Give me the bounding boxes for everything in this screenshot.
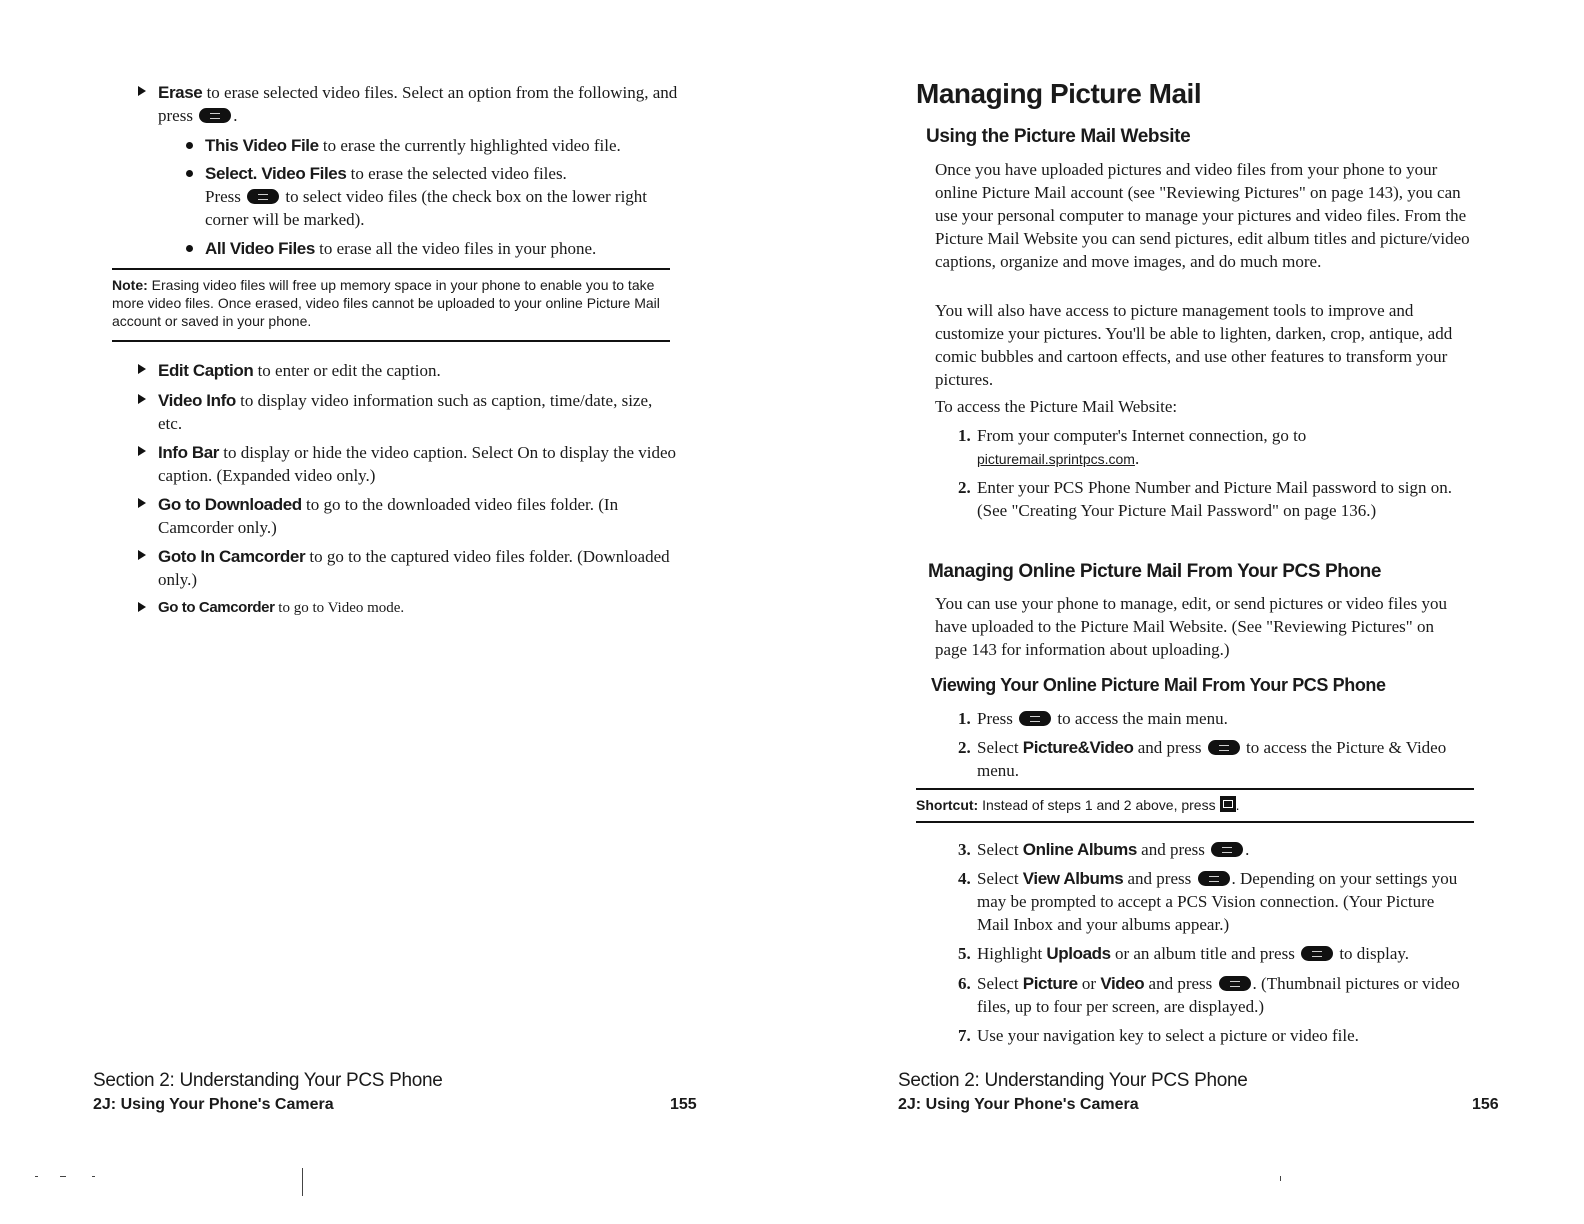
online-paragraph: You can use your phone to manage, edit, or send pictures or video files you have uploaded to the Picture Mail Website. (See "Reviewing Pictures" on page 143 for information about uploading.) <box>935 594 1447 659</box>
scan-mark <box>302 1168 303 1196</box>
bullet-arrow-icon <box>138 446 146 456</box>
website-paragraph-3: To access the Picture Mail Website: <box>935 397 1178 416</box>
bullet-dot-icon <box>186 142 193 149</box>
note-box: Note: Erasing video files will free up memory space in your phone to enable you to take more video files. Once erased, video files cannot be uploaded to your online Picture Mail account or saved in your phone. <box>112 277 660 329</box>
scan-mark <box>35 1176 38 1177</box>
option-edit-caption: Edit Caption to enter or edit the caption. <box>138 359 678 382</box>
menu-ok-key-icon <box>1211 842 1243 857</box>
viewing-step-2: 2. Select Picture&Video and press to access the Picture & Video menu. <box>958 738 1447 780</box>
menu-ok-key-icon <box>1208 740 1240 755</box>
heading-using-website: Using the Picture Mail Website <box>926 126 1191 147</box>
bullet-arrow-icon <box>138 550 146 560</box>
bullet-arrow-icon <box>138 364 146 374</box>
viewing-step-5: 5. Highlight Uploads or an album title and press to display. <box>958 944 1410 963</box>
picture-mail-link[interactable]: picturemail.sprintpcs.com <box>977 451 1135 467</box>
menu-ok-key-icon <box>1301 946 1333 961</box>
option-go-to-downloaded: Go to Downloaded to go to the downloaded video files folder. (In Camcorder only.) <box>138 493 678 539</box>
viewing-step-1: 1. Press to access the main menu. <box>958 709 1228 728</box>
page-number: 156 <box>1472 1096 1499 1113</box>
viewing-step-4: 4. Select View Albums and press . Depending on your settings you may be prompted to accept a PCS Vision connection. (Your Picture Mail Inbox and your albums appear.) <box>958 869 1458 934</box>
website-step-1: 1. From your computer's Internet connection, go to picturemail.sprintpcs.com. <box>958 426 1307 468</box>
scan-mark <box>92 1176 95 1177</box>
bullet-arrow-icon <box>138 86 146 96</box>
page-title: Managing Picture Mail <box>916 78 1202 109</box>
erase-suboption-select: Select. Video Files to erase the selected video files. Press to select video files (the check box on the lower right corner will be marked). <box>186 162 676 231</box>
option-go-to-camcorder: Go to Camcorder to go to Video mode. <box>138 598 678 618</box>
bullet-arrow-icon <box>138 602 146 612</box>
website-paragraph-2: You will also have access to picture management tools to improve and customize your pictures. You'll be able to lighten, darken, crop, antique, add comic bubbles and cartoon effects, and use other features to transform your pictures. <box>935 301 1453 389</box>
footer-section: Section 2: Understanding Your PCS Phone <box>898 1070 1248 1091</box>
erase-suboption-all: All Video Files to erase all the video files in your phone. <box>186 237 676 260</box>
menu-ok-key-icon <box>1219 976 1251 991</box>
menu-ok-key-icon <box>199 108 231 123</box>
menu-ok-key-icon <box>1019 711 1051 726</box>
website-step-2: 2. Enter your PCS Phone Number and Picture Mail password to sign on. (See "Creating Your Picture Mail Password" on page 136.) <box>958 478 1453 520</box>
note-top-rule <box>112 268 670 270</box>
option-video-info: Video Info to display video information such as caption, time/date, size, etc. <box>138 389 678 435</box>
heading-managing-online: Managing Online Picture Mail From Your PCS Phone <box>928 561 1382 582</box>
bullet-dot-icon <box>186 170 193 177</box>
viewing-step-6: 6. Select Picture or Video and press . (Thumbnail pictures or video files, up to four per screen, are displayed.) <box>958 974 1460 1016</box>
shortcut-top-rule <box>916 788 1474 790</box>
website-paragraph-1: Once you have uploaded pictures and video files from your phone to your online Picture Mail account (see "Reviewing Pictures" on page 143), you can use your personal computer to manage your pictures and video files. From the Picture Mail Website you can send pictures, edit album titles and picture/video captions, organize and move images, and do much more. <box>935 160 1470 271</box>
bullet-arrow-icon <box>138 498 146 508</box>
navigation-key-icon <box>1220 796 1236 812</box>
shortcut-bottom-rule <box>916 821 1474 823</box>
scan-mark <box>60 1176 66 1177</box>
scan-mark <box>1280 1176 1281 1181</box>
right-page <box>792 0 1584 1224</box>
erase-suboption-this: This Video File to erase the currently highlighted video file. <box>186 134 676 157</box>
bullet-dot-icon <box>186 245 193 252</box>
footer-section: Section 2: Understanding Your PCS Phone <box>93 1070 443 1091</box>
erase-option: Erase to erase selected video files. Select an option from the following, and press . <box>138 81 678 127</box>
menu-ok-key-icon <box>247 189 279 204</box>
footer-chapter: 2J: Using Your Phone's Camera <box>898 1096 1139 1113</box>
menu-ok-key-icon <box>1198 871 1230 886</box>
bullet-arrow-icon <box>138 394 146 404</box>
page-number: 155 <box>670 1096 697 1113</box>
viewing-step-7: 7. Use your navigation key to select a picture or video file. <box>958 1026 1359 1045</box>
heading-viewing-online: Viewing Your Online Picture Mail From Your PCS Phone <box>931 675 1386 695</box>
option-goto-in-camcorder: Goto In Camcorder to go to the captured video files folder. (Downloaded only.) <box>138 545 678 591</box>
viewing-step-3: 3. Select Online Albums and press . <box>958 840 1250 859</box>
footer-chapter: 2J: Using Your Phone's Camera <box>93 1096 334 1113</box>
shortcut-box: Shortcut: Instead of steps 1 and 2 above, press . <box>916 797 1240 813</box>
note-bottom-rule <box>112 340 670 342</box>
option-info-bar: Info Bar to display or hide the video caption. Select On to display the video caption. (Expanded video only.) <box>138 441 678 487</box>
